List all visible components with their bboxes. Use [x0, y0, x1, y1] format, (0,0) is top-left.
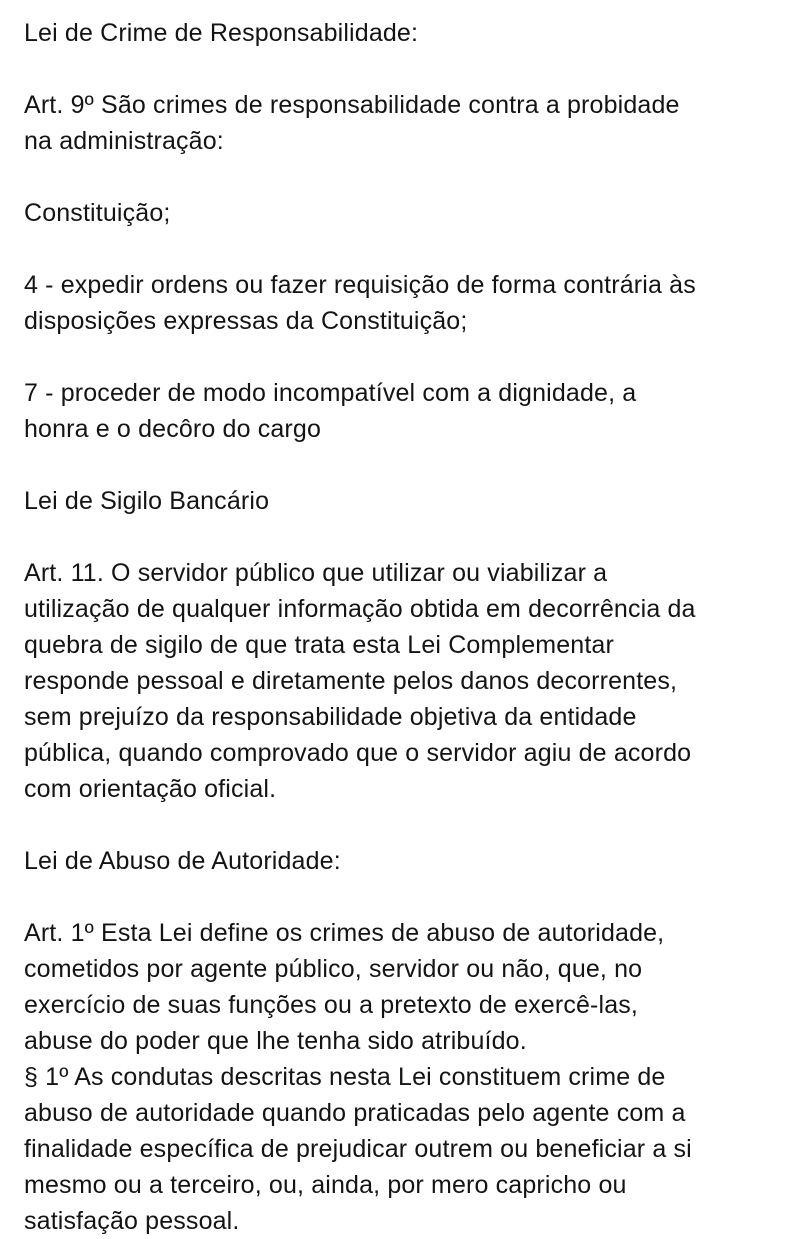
text-line: 7 - proceder de modo incompatível com a dignidade, a: [24, 379, 637, 407]
text-line: mesmo ou a terceiro, ou, ainda, por mero capricho ou: [24, 1171, 627, 1199]
text-line: responde pessoal e diretamente pelos danos decorrentes,: [24, 667, 678, 695]
paragraph: [24, 915, 768, 1239]
text-line: 4 - expedir ordens ou fazer requisição de forma contrária às: [24, 271, 696, 299]
text-line: satisfação pessoal.: [24, 1207, 240, 1235]
text-line: disposições expressas da Constituição;: [24, 307, 468, 335]
text-line: abuso de autoridade quando praticadas pelo agente com a: [24, 1099, 686, 1127]
text-line: honra e o decôro do cargo: [24, 415, 322, 443]
text-line: Lei de Crime de Responsabilidade:: [24, 19, 419, 47]
text-line: Art. 1º Esta Lei define os crimes de abuso de autoridade,: [24, 919, 665, 947]
paragraph: [24, 483, 768, 519]
text-line: cometidos por agente público, servidor ou não, que, no: [24, 955, 643, 983]
text-line: Lei de Abuso de Autoridade:: [24, 847, 341, 875]
text-line: utilização de qualquer informação obtida em decorrência da: [24, 595, 696, 623]
text-line: Constituição;: [24, 199, 171, 227]
text-line: quebra de sigilo de que trata esta Lei Complementar: [24, 631, 614, 659]
paragraph: [24, 195, 768, 231]
text-line: § 1º As condutas descritas nesta Lei constituem crime de: [24, 1063, 666, 1091]
text-line: Art. 11. O servidor público que utilizar ou viabilizar a: [24, 559, 608, 587]
paragraph: [24, 87, 768, 159]
paragraph: [24, 375, 768, 447]
text-line: finalidade específica de prejudicar outrem ou beneficiar a si: [24, 1135, 692, 1163]
paragraph: [24, 843, 768, 879]
text-line: exercício de suas funções ou a pretexto de exercê-las,: [24, 991, 638, 1019]
text-line: na administração:: [24, 127, 224, 155]
text-line: Lei de Sigilo Bancário: [24, 487, 270, 515]
text-line: com orientação oficial.: [24, 775, 277, 803]
text-line: abuse do poder que lhe tenha sido atribuído.: [24, 1027, 527, 1055]
paragraph: [24, 267, 768, 339]
text-line: Art. 9º São crimes de responsabilidade contra a probidade: [24, 91, 680, 119]
paragraph: [24, 15, 768, 51]
paragraph: [24, 555, 768, 807]
text-line: pública, quando comprovado que o servidor agiu de acordo: [24, 739, 692, 767]
text-line: sem prejuízo da responsabilidade objetiva da entidade: [24, 703, 637, 731]
